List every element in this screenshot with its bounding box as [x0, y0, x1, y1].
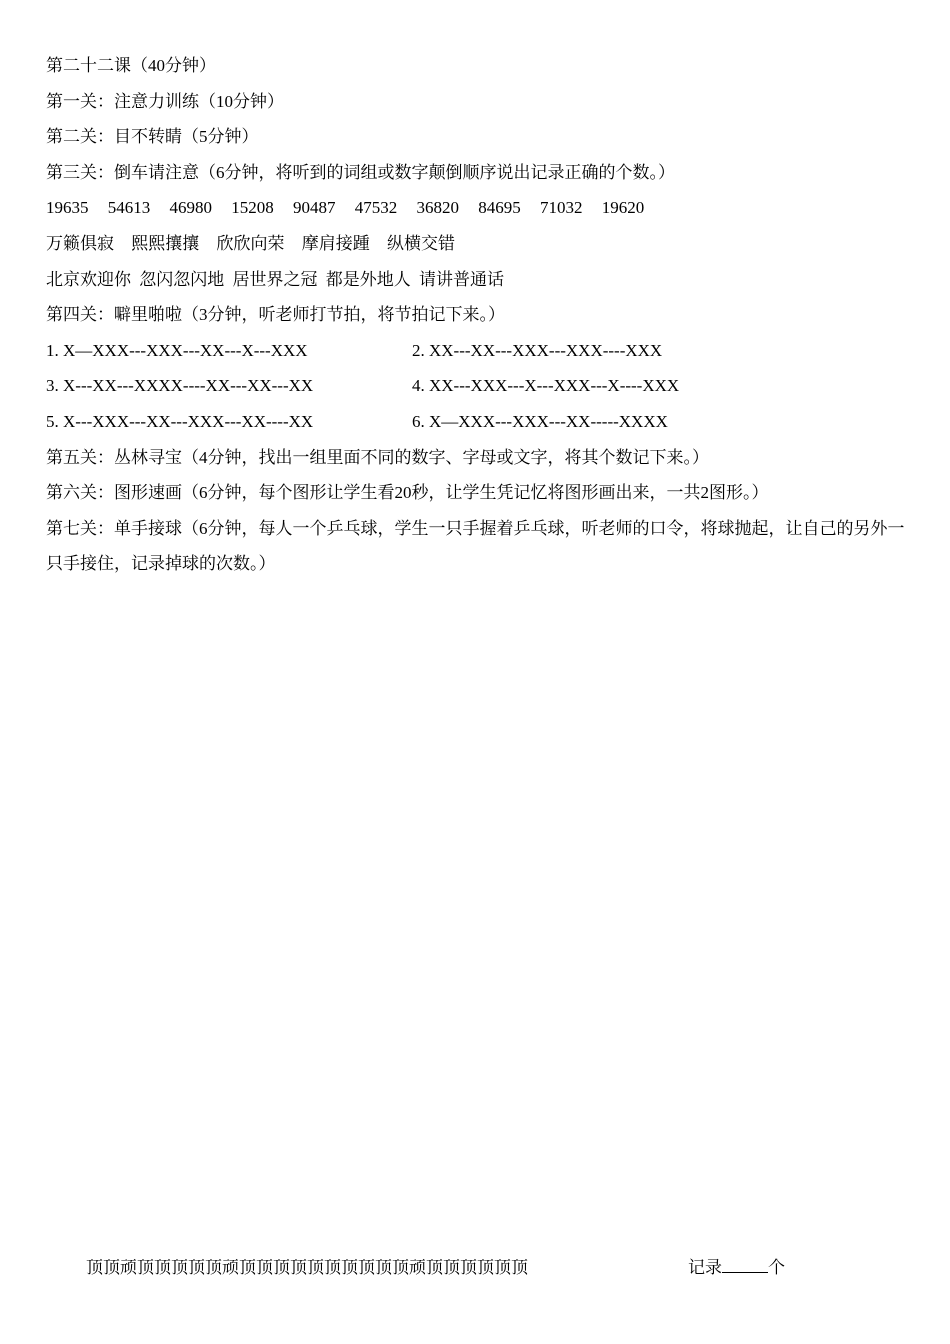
record-blank[interactable]: [722, 1254, 768, 1273]
sentence-item: 忽闪忽闪地: [139, 269, 225, 289]
number-item: 84695: [478, 198, 521, 218]
rhythm-row: [46, 404, 908, 440]
level-5: 第五关：丛林寻宝（4分钟，找出一组里面不同的数字、字母或文字，将其个数记下来。）: [46, 447, 709, 467]
phrase-item: 摩肩接踵: [301, 233, 370, 253]
number-item: 19635: [46, 198, 89, 218]
rhythm-item: 1. X—XXX---XXX---XX---X---XXX: [46, 340, 308, 360]
rhythm-item: 5. X---XXX---XX---XXX---XX----XX: [46, 411, 314, 431]
rhythm-item: 6. X—XXX---XXX---XX-----XXXX: [412, 411, 668, 431]
rhythm-item: 2. XX---XX---XXX---XXX----XXX: [412, 340, 663, 360]
number-item: 19620: [601, 198, 645, 218]
sentence-item: 请讲普通话: [419, 269, 504, 289]
phrase-item: 纵横交错: [387, 233, 455, 253]
record-unit: 个: [768, 1258, 785, 1277]
sentence-list: [46, 262, 908, 298]
number-item: 71032: [540, 198, 583, 218]
phrase-item: 熙熙攘攘: [131, 233, 200, 253]
level-2: 第二关：目不转睛（5分钟）: [46, 127, 259, 147]
search-characters-row: [86, 1253, 846, 1283]
number-item: 47532: [354, 198, 398, 218]
rhythm-item: 3. X---XX---XXXX----XX---XX---XX: [46, 376, 314, 396]
document-body: [46, 48, 908, 582]
level-4: 第四关：噼里啪啦（3分钟，听老师打节拍，将节拍记下来。）: [46, 305, 505, 325]
rhythm-row: [46, 333, 908, 369]
phrase-item: 欣欣向荣: [216, 233, 285, 253]
number-item: 46980: [169, 198, 212, 218]
record-field: [688, 1253, 785, 1283]
level-6: 第六关：图形速画（6分钟，每个图形让学生看20秒，让学生凭记忆将图形画出来，一共2图形。）: [46, 483, 769, 503]
level-7: 第七关：单手接球（6分钟，每人一个乒乓球，学生一只手握着乒乓球，听老师的口令，将球抛起，让自己的另外一只手接住，记录掉球的次数。）: [46, 518, 905, 574]
character-sequence: 顶顶顽顶顶顶顶顶顽顶顶顶顶顶顶顶顶顶顶顽顶顶顶顶顶顶: [86, 1258, 528, 1277]
lesson-title: 第二十二课（40分钟）: [46, 56, 216, 75]
rhythm-item: 4. XX---XXX---X---XXX---X----XXX: [412, 376, 680, 396]
number-list: [46, 190, 908, 226]
number-item: 36820: [416, 198, 459, 218]
sentence-item: 都是外地人: [325, 269, 411, 289]
phrase-list: [46, 226, 908, 262]
level-1: 第一关：注意力训练（10分钟）: [46, 91, 284, 111]
phrase-item: 万籁俱寂: [46, 233, 114, 253]
record-label: 记录: [688, 1258, 722, 1277]
number-item: 15208: [231, 198, 274, 218]
sentence-item: 居世界之冠: [232, 269, 318, 289]
rhythm-row: [46, 368, 908, 404]
level-3: 第三关：倒车请注意（6分钟，将听到的词组或数字颠倒顺序说出记录正确的个数。）: [46, 162, 675, 182]
sentence-item: 北京欢迎你: [46, 269, 131, 289]
number-item: 54613: [107, 198, 151, 218]
number-item: 90487: [293, 198, 336, 218]
